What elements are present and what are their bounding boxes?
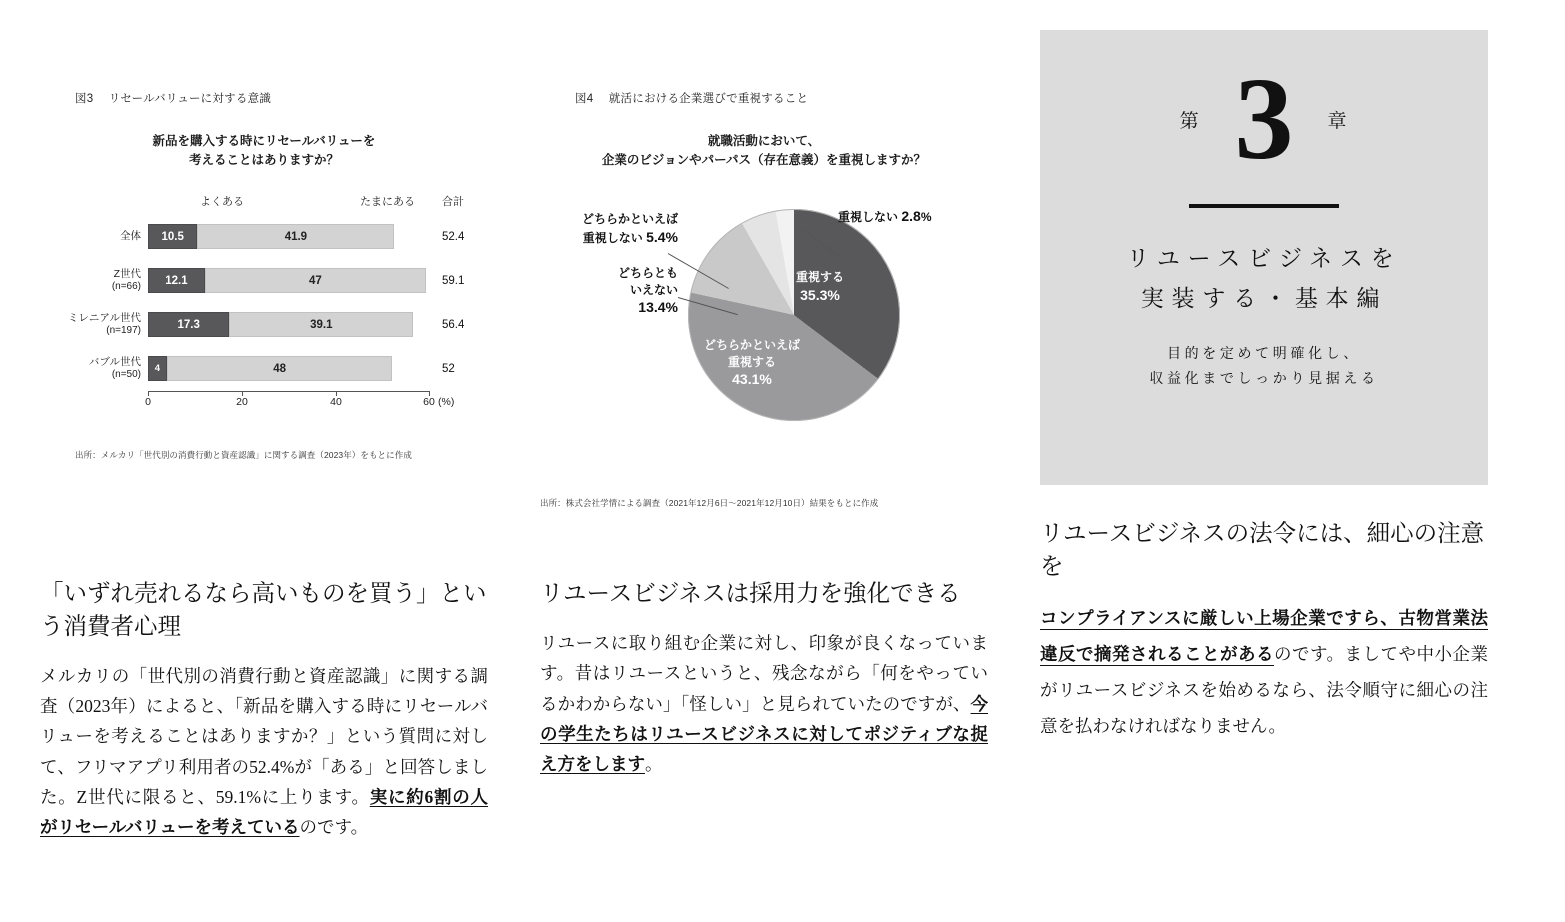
axis-tick-label: 20 [236,395,248,408]
article-2-body-emphasis: 今の学生たちはリユースビジネスに対してポジティブな捉え方をします [540,693,988,774]
bar-row [40,347,488,391]
axis-tick-label: 40 [330,395,342,408]
figure-4-number: 図4 [575,93,594,105]
pie-label-dochira-iienai-line2: いえない [629,282,678,297]
article-1-body-post: のです。 [299,816,369,837]
chapter-title-line2: 実装する・基本編 [1140,285,1388,312]
article-3-body-emphasis-line1: コンプライアンスに厳しい上場企業ですら、古 [1040,608,1417,629]
bar-segment-light: 48 [167,356,393,381]
bar-series-label-0: よくある [200,195,244,208]
article-2-body-pre: リユースに取り組む企業に対し、印象が良くなっています。昔はリユースというと、残念ながら「何をやっているかわからない」「怪しい」と見られていたのですが、 [540,633,988,714]
chapter-divider [1189,204,1339,208]
bar-segment-dark: 12.1 [148,268,205,293]
column-2 [540,30,988,796]
bar-row-label-sub: (n=50) [111,369,141,381]
bar-chart-column-headers [40,193,488,209]
article-3 [1040,518,1488,745]
figure-4-caption [575,90,988,106]
chapter-subtitle-line2: 収益化までしっかり見据える [1149,370,1379,387]
bar-chart-x-axis [145,391,455,412]
article-2-body [540,628,988,778]
figure-3 [40,90,488,560]
pie-label-dochira-iienai-unit: % [665,299,678,316]
pie-chart-title-line1: 就職活動において、 [707,134,821,148]
column-3 [1040,30,1488,762]
pie-label-dochira-shinai-line2: 重視しない 5.4% [582,228,678,245]
bar-row [40,259,488,303]
pie-label-dochira-juushi-line1: どちらかといえば [703,337,800,352]
pie-label-dochira-iienai-line1: どちらとも [617,265,678,280]
bar-row-label [40,268,148,294]
chapter-subtitle-line1: 目的を定めて明確化し、 [1166,344,1362,361]
pie-label-dochira-juushi [700,337,804,390]
bar-chart-title-line2: 考えることはありますか？ [188,153,339,168]
bar-row-total: 52.4 [442,230,465,243]
pie-label-dochira-juushi-unit: % [759,371,772,388]
article-1-body-pre: メルカリの「世代別の消費行動と資産認識」に関する調査（2023年）によると、「新品を購入する時にリセールバリューを考えることはありますか？」という質問に対して、フリマアプリ利用者の52.4%が「ある」と回答しました。Z世代に限ると、59.1%に上ります。 [40,666,488,807]
bar-segment-dark: 4 [148,356,167,381]
pie-chart-title-line2: 企業のビジョンやパーパス（存在意義）を重視しますか？ [601,153,927,168]
bar-segment-light: 41.9 [197,224,394,249]
bar-row-label [40,312,148,338]
bar-row-label [40,230,148,243]
column-1 [40,30,488,859]
bar-series-label-1: たまにある [360,195,415,208]
chapter-title-line1: リユースビジネスを [1126,245,1402,271]
article-2-body-post: 。 [645,753,663,774]
article-3-heading: リユースビジネスの法令には、細心の注意を [1040,521,1485,580]
bar-row-total: 59.1 [442,274,465,287]
pie-label-shinai-value: 2.8 [901,207,921,224]
three-column-layout [40,30,1525,859]
bar-chart-title [40,132,488,171]
figure-3-source: 出所：メルカリ「世代別の消費行動と資産認識」に関する調査（2023年）をもとに作成 [75,449,412,460]
bar-row-label-sub: (n=197) [106,325,141,337]
bar-total-header: 合計 [442,195,464,208]
article-1-body [40,661,488,842]
bar-chart-title-line1: 新品を購入する時にリセールバリューを [152,134,376,148]
axis-unit-label: (%) [438,395,455,408]
bar-row [40,215,488,259]
figure-4 [540,90,988,560]
pie-label-dochira-juushi-line2: 重視する [727,354,776,369]
bar-row-total: 56.4 [442,318,465,331]
chapter-subtitle [1149,341,1378,393]
pie-label-juushi-text: 重視する [795,269,844,284]
chapter-card [1040,30,1488,485]
chapter-prefix: 第 [1179,110,1201,132]
pie-label-shinai-unit: % [920,209,932,224]
bar-chart-rows [40,215,488,391]
bar-segment-light: 39.1 [229,312,413,337]
chapter-number: 3 [1234,53,1294,184]
chapter-suffix: 章 [1327,110,1349,132]
article-3-body-post: のです。ましてや中小企業がリユースビジネスを始めるなら、法令順守に細心の注意を払わなければなりません。 [1040,644,1489,736]
article-2 [540,578,988,779]
axis-tick-label: 0 [145,395,151,408]
bar-row [40,303,488,347]
pie-label-dochira-shinai-unit: % [665,228,678,245]
figure-3-caption-text: リセールバリューに対する意識 [108,93,272,105]
pie-label-juushi-value-line [772,286,868,306]
pie-label-dochira-shinai-value: 5.4 [646,228,666,245]
bar-row-label-name: バブル世代 [88,355,141,368]
bar-row-label [40,356,148,382]
chapter-title [1126,238,1401,319]
pie-label-juushi-unit: % [827,286,840,303]
pie-label-dochira-juushi-value-line [700,370,804,390]
article-2-heading: リユースビジネスは採用力を強化できる [540,581,961,607]
article-1 [40,578,488,842]
bar-row-label-name: ミレニアル世代 [67,311,141,324]
bar-chart [40,193,488,423]
pie-label-dochira-juushi-value: 43.1 [732,371,760,388]
figure-4-source: 出所：株式会社学情による調査（2021年12月6日～2021年12月10日）結果をもとに作成 [540,497,879,508]
bar-row-label-name: Z世代 [113,267,141,280]
bar-segment-dark: 17.3 [148,312,229,337]
article-3-body-emphasis-line2: 物営業法違反で摘発されることがある [1040,608,1489,665]
pie-label-shinai-text: 重視しない [838,209,899,224]
article-1-body-emphasis: 実に約6割の人がリセールバリューを考えている [40,786,488,837]
pie-label-shinai [838,207,988,227]
bar-row-label-sub: (n=66) [111,281,141,293]
bar-track [148,356,430,381]
pie-chart-title [540,132,988,171]
figure-4-caption-text: 就活における企業選びで重視すること [608,93,809,105]
bar-segment-light: 47 [205,268,426,293]
pie-label-dochira-shinai [550,211,678,247]
bar-track [148,268,430,293]
article-1-heading: 「いずれ売れるなら高いものを買う」という消費者心理 [40,581,487,640]
axis-tick-label: 60 [423,395,435,408]
bar-track [148,312,430,337]
chapter-number-line [1179,53,1349,184]
figure-3-caption [75,90,488,106]
figure-3-number: 図3 [75,93,94,105]
bar-segment-dark: 10.5 [148,224,197,249]
bar-row-label-name: 全体 [120,230,141,243]
article-3-body [1040,601,1488,745]
pie-chart [540,181,988,471]
pie-label-juushi-value: 35.3 [800,286,828,303]
bar-track [148,224,430,249]
pie-label-juushi [772,269,868,305]
pie-label-dochira-iienai [558,265,678,318]
pie-label-dochira-iienai-value: 13.4 [638,299,666,316]
chapter-opener-figure [1040,30,1488,500]
pie-label-dochira-shinai-line1: どちらかといえば [581,211,678,226]
pie-label-dochira-iienai-value-line [558,298,678,318]
bar-row-total: 52 [442,362,455,375]
